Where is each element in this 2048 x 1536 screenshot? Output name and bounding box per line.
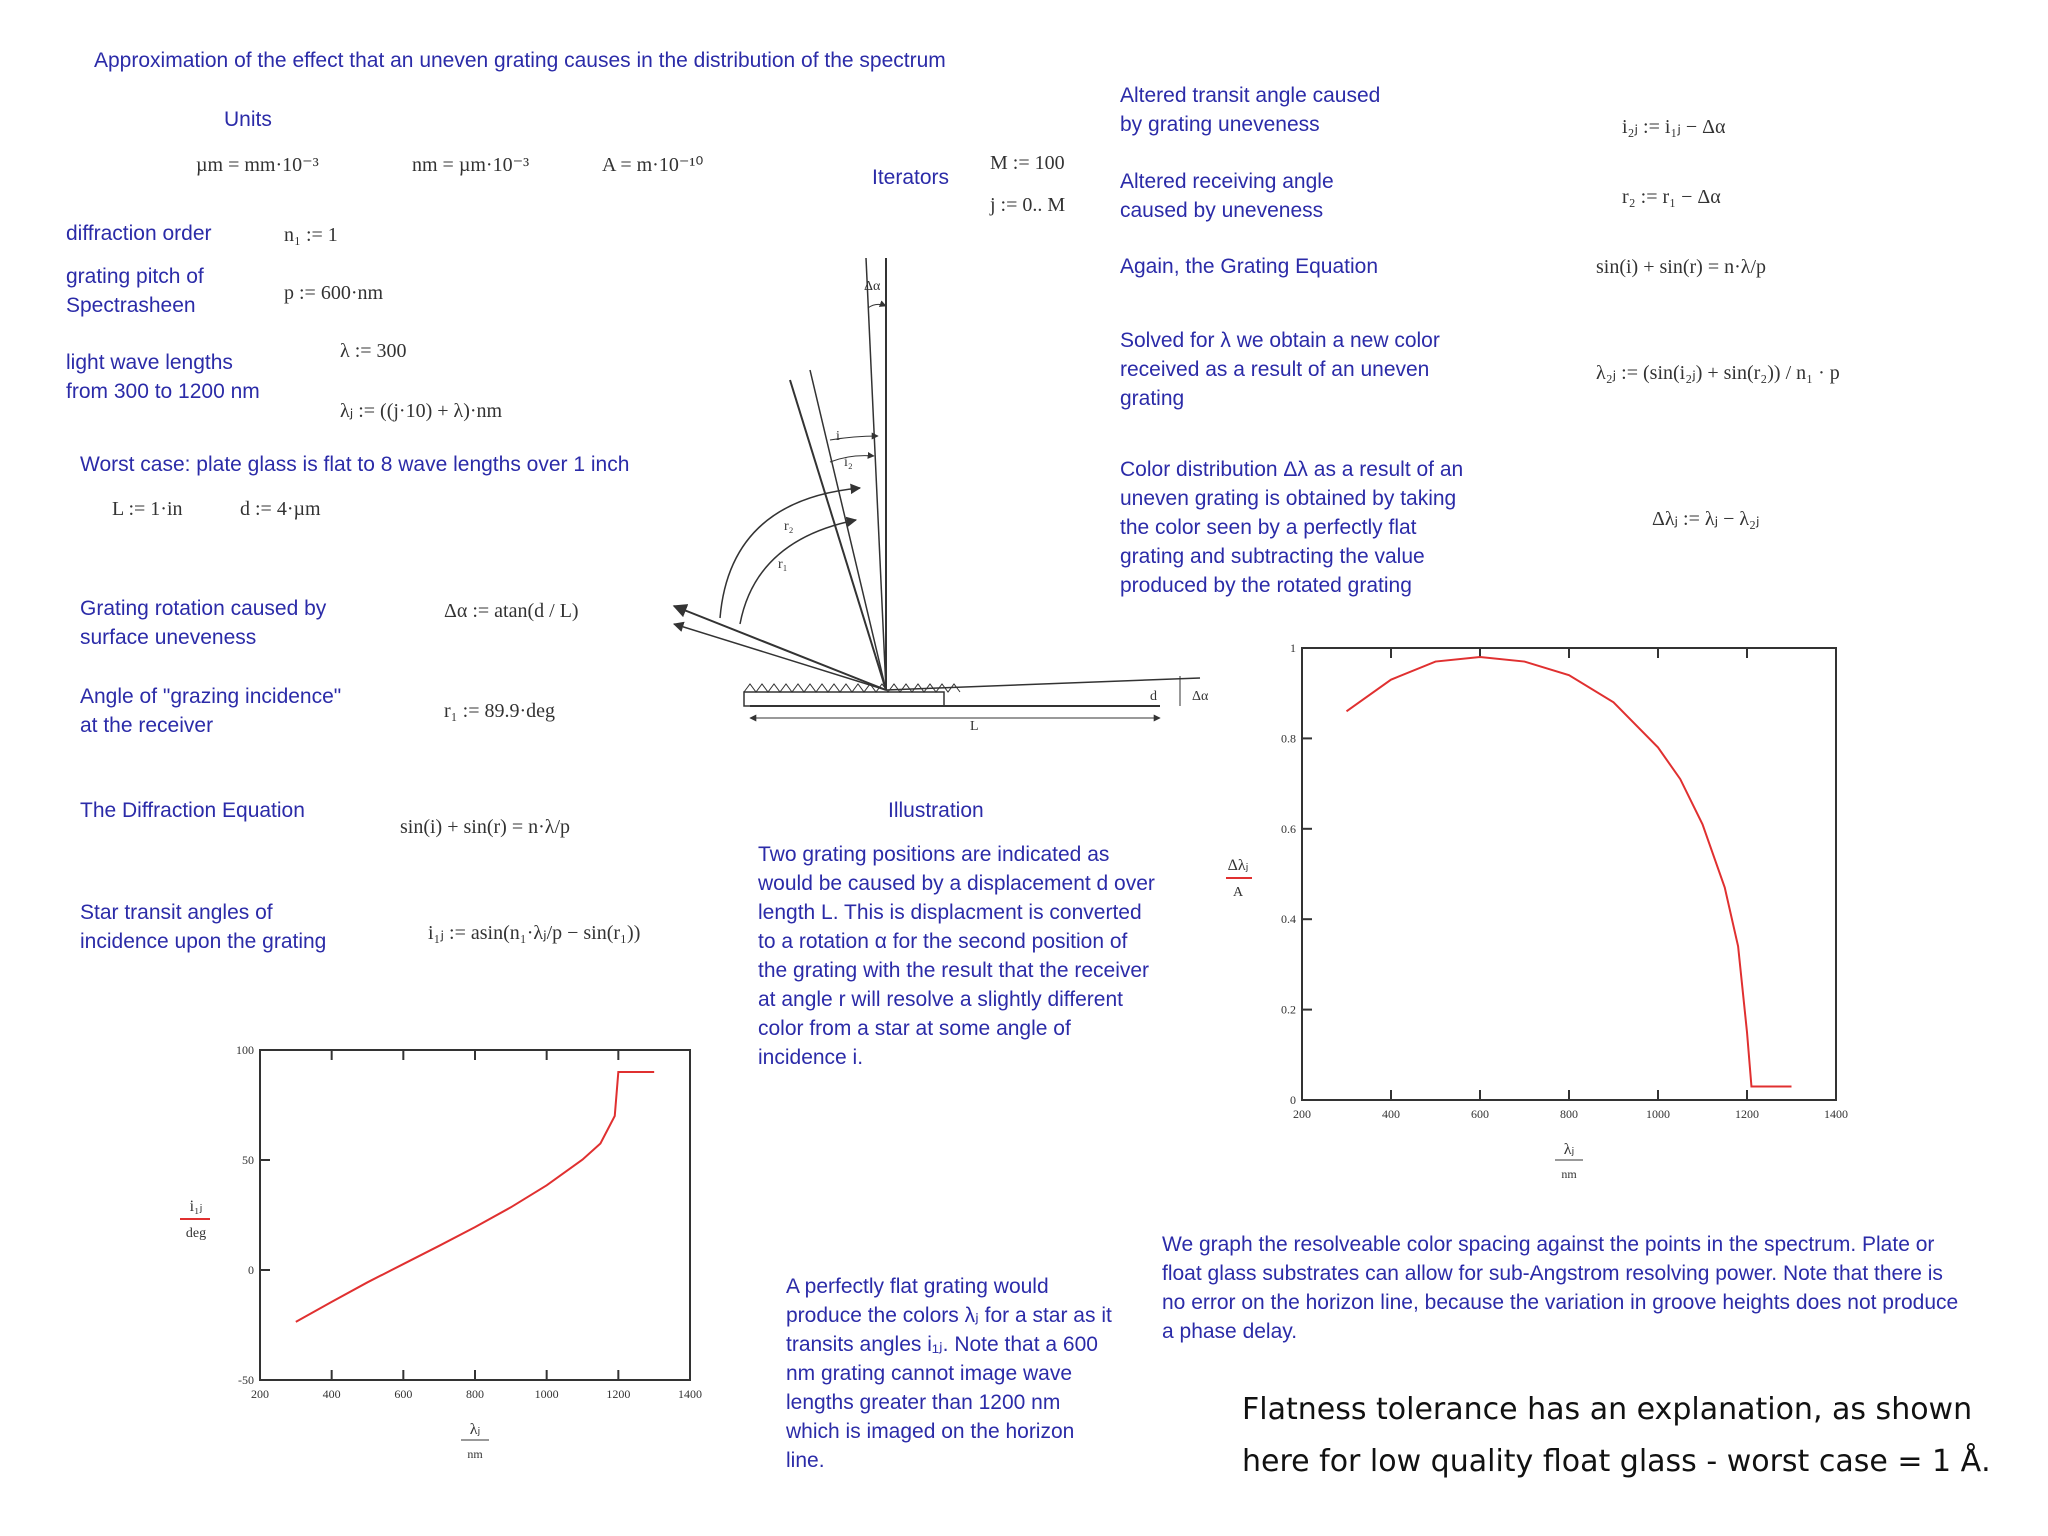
x-tick-label: 600 [394,1387,413,1401]
x-axis-unit: nm [467,1447,483,1461]
alpha-label: Δα [864,279,881,294]
y-tick-label: 0.6 [1281,821,1296,836]
unit-nm: nm = µm·10⁻³ [412,154,530,176]
light-wave-eq2: λⱼ := ((j·10) + λ)·nm [340,400,503,422]
color-dist-eq: Δλⱼ := λⱼ − λ₂ⱼ [1652,508,1760,530]
incident-ray [790,380,886,690]
y-axis-label: i₁ⱼ [189,1198,203,1215]
x-tick-label: 1400 [1824,1107,1848,1121]
unit-angstrom: A = m·10⁻¹⁰ [602,154,704,176]
x-tick-label: 600 [1471,1107,1489,1121]
grazing-label: Angle of "grazing incidence" at the receiver [80,685,342,737]
altered-transit-eq: i₂ⱼ := i₁ⱼ − Δα [1622,116,1726,138]
diffraction-eq: sin(i) + sin(r) = n·λ/p [400,816,571,838]
grating-pitch-eq: p := 600·nm [284,282,384,304]
x-tick-label: 800 [1560,1107,1578,1121]
graph-note: We graph the resolveable color spacing against the points in the spectrum. Plate or float glass substrates can allow for sub-Angstrom resolving power. Note that there is no error on the horizon line, because the variation in groove heights does not produce a phase delay. [1162,1233,1959,1343]
grating-block [744,692,944,706]
worst-case-label: Worst case: plate glass is flat to 8 wave lengths over 1 inch [80,453,630,476]
worst-case-L: L := 1·in [112,498,183,520]
normal-line-rotated [866,258,886,690]
receiver-ray-2 [674,624,886,690]
y-tick-label: 1 [1290,641,1296,655]
data-curve [296,1072,654,1322]
grating-illustration [660,240,1230,740]
x-tick-label: 1000 [1646,1107,1670,1121]
solved-label: Solved for λ we obtain a new color received as a result of an uneven grating [1120,329,1440,410]
y-tick-label: 0 [248,1263,254,1277]
d-label: d [1150,689,1157,704]
illustration-text: Two grating positions are indicated as would be caused by a displacement d over length L. This is displacment is converted to a rotation α for the second position of the grating with the result that the receiver at angle r will resolve a slightly different color from a star at some angle of incidence i. [758,843,1155,1069]
plot-frame [1302,648,1836,1100]
grating-pitch-label: grating pitch of Spectrasheen [66,265,204,317]
iterator-M: M := 100 [990,152,1065,174]
y-tick-label: 0.4 [1281,912,1296,927]
illustration-title: Illustration [888,799,984,822]
y-tick-label: 0 [1290,1093,1296,1107]
diffraction-order-eq: n₁ := 1 [284,224,338,246]
star-transit-eq: i₁ⱼ := asin(n₁·λⱼ/p − sin(r₁)) [428,922,641,944]
i2-label: i₂ [844,455,853,470]
y-axis-unit: deg [185,1226,207,1241]
x-axis-label: λⱼ [469,1421,481,1438]
x-axis-unit: nm [1561,1167,1577,1181]
x-tick-label: 200 [251,1387,269,1401]
i-label: i [836,429,840,444]
grating-eq-label: Again, the Grating Equation [1120,255,1379,278]
grazing-eq: r₁ := 89.9·deg [444,700,556,722]
unit-um: µm = mm·10⁻³ [196,154,319,176]
y-tick-label: 50 [242,1153,254,1167]
receiver-ray [674,606,886,690]
altered-receiving-eq: r₂ := r₁ − Δα [1622,186,1721,208]
L-label: L [970,719,979,734]
iterator-j: j := 0.. M [990,194,1066,216]
star-transit-label: Star transit angles of incidence upon the grating [80,901,327,953]
y-axis-unit: A [1232,885,1244,900]
x-tick-label: 1000 [534,1387,559,1401]
y-tick-label: -50 [238,1373,254,1387]
x-axis-label: λⱼ [1563,1141,1575,1158]
y-tick-label: 0.2 [1281,1002,1296,1017]
color-distribution-chart [1226,640,1866,1190]
x-tick-label: 400 [322,1387,341,1401]
x-tick-label: 1200 [1735,1107,1759,1121]
altered-receiving-label: Altered receiving angle caused by uneveness [1120,170,1334,222]
x-tick-label: 200 [1293,1107,1311,1121]
flat-grating-note: A perfectly flat grating would produce the colors λⱼ for a star as it transits angles i₁ⱼ. Note that a 600 nm grating cannot image wave lengths greater than 1200 nm which is imaged on the horizon line. [786,1275,1112,1472]
x-tick-label: 800 [466,1387,484,1401]
delta-alpha-label: Δα [1192,689,1209,704]
worst-case-d: d := 4·µm [240,498,321,520]
color-dist-label: Color distribution Δλ as a result of an uneven grating is obtained by taking the color seen by a perfectly flat grating and subtracting the value produced by the rotated grating [1120,458,1464,597]
rotation-eq: Δα := atan(d / L) [444,600,579,622]
y-tick-label: 0.8 [1281,731,1296,746]
light-wave-eq1: λ := 300 [340,340,407,362]
units-label: Units [224,108,272,131]
iterators-label: Iterators [872,166,950,189]
diffraction-order-label: diffraction order [66,222,212,245]
x-tick-label: 1200 [606,1387,631,1401]
rotation-label: Grating rotation caused by surface uneveness [80,597,327,649]
plot-frame [260,1050,690,1380]
altered-transit-label: Altered transit angle caused by grating uneveness [1120,84,1381,136]
light-wave-label: light wave lengths from 300 to 1200 nm [66,351,260,403]
y-axis-label: Δλⱼ [1227,857,1249,874]
data-curve [1347,657,1792,1086]
x-tick-label: 1400 [678,1387,702,1401]
page-title: Approximation of the effect that an uneven grating causes in the distribution of the spectrum [94,49,946,72]
y-tick-label: 100 [236,1043,254,1057]
r2-label: r₂ [784,519,794,534]
x-tick-label: 400 [1382,1107,1400,1121]
footer-caption: Flatness tolerance has an explanation, as shown here for low quality float glass - worst case = 1 Å. [1242,1392,1991,1479]
solved-eq: λ₂ⱼ := (sin(i₂ⱼ) + sin(r₂)) / n₁ · p [1596,362,1840,384]
grating-eq: sin(i) + sin(r) = n·λ/p [1596,256,1767,278]
diffraction-eq-label: The Diffraction Equation [80,799,305,822]
incidence-angle-chart [170,1040,740,1480]
r1-label: r₁ [778,557,788,572]
